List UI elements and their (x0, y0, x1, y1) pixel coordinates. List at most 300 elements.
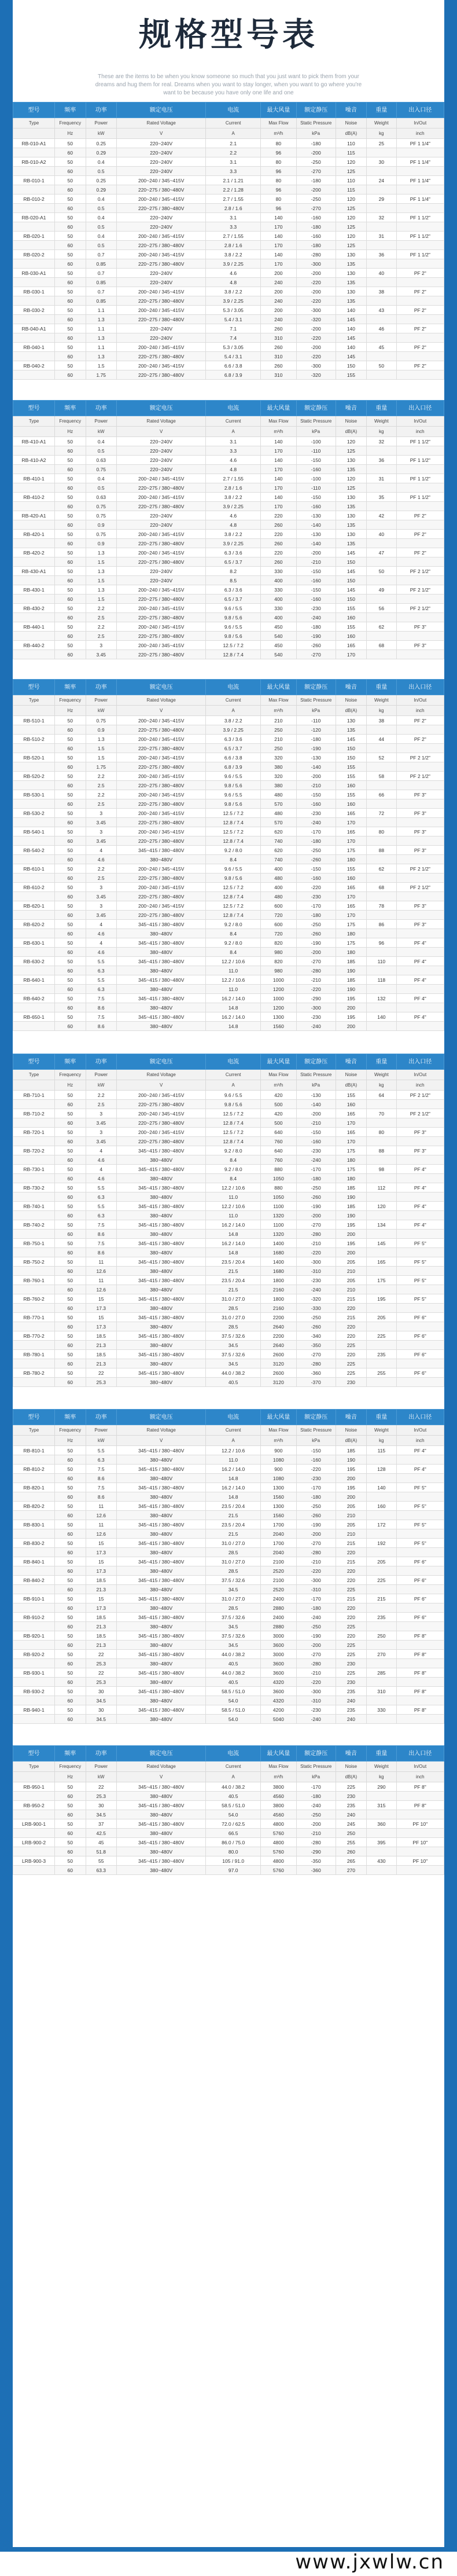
table-cell: PF 4" (396, 1446, 444, 1455)
table-cell (367, 1230, 396, 1239)
table-cell: 170 (261, 259, 297, 269)
table-row (13, 315, 444, 324)
table-cell: 50 (55, 1276, 86, 1285)
table-cell: 23.5 / 20.4 (206, 1520, 261, 1529)
table-cell: 150 (336, 595, 367, 604)
column-header: 功率 (86, 680, 117, 695)
table-cell: 285 (367, 1668, 396, 1678)
table-cell: 16.2 / 14.0 (206, 1239, 261, 1248)
table-row (13, 1576, 444, 1585)
table-cell: 1.3 (86, 548, 117, 557)
table-cell: -140 (296, 762, 336, 772)
table-cell (396, 632, 444, 641)
table-cell (396, 352, 444, 361)
table-cell: RB-920-2 (13, 1650, 55, 1659)
table-cell (13, 1341, 55, 1350)
table-cell: 28.5 (206, 1548, 261, 1557)
table-cell (396, 1511, 444, 1520)
table-cell: 345~415 / 380~480V (117, 1502, 206, 1511)
table-cell: RB-640-1 (13, 975, 55, 985)
table-cell: 2880 (261, 1603, 297, 1613)
table-cell: 16.2 / 14.0 (206, 1483, 261, 1492)
table-row (13, 1474, 444, 1483)
table-cell: -260 (296, 929, 336, 938)
table-cell: 450 (261, 622, 297, 632)
table-cell: 12.2 / 10.6 (206, 1183, 261, 1192)
table-cell: 1400 (261, 1239, 297, 1248)
table-cell: 2.5 (86, 613, 117, 622)
table-cell: 34.5 (206, 1641, 261, 1650)
table-cell: 25.3 (86, 1678, 117, 1687)
table-cell (396, 1548, 444, 1557)
table-cell: -200 (296, 324, 336, 333)
table-cell: PF 2" (396, 306, 444, 315)
table-cell: 130 (336, 530, 367, 539)
table-cell: 60 (55, 241, 86, 250)
table-row (13, 1511, 444, 1520)
table-cell: 51.8 (86, 1847, 117, 1856)
table-cell: 220~275 / 380~480V (117, 259, 206, 269)
table-cell: 1300 (261, 1483, 297, 1492)
subtitle-line: These are the items to be when you know someone so much that you just want to pick them from your (98, 74, 359, 80)
table-row (13, 790, 444, 799)
table-cell: 60 (55, 595, 86, 604)
table-cell: 60 (55, 1211, 86, 1220)
table-cell (367, 1659, 396, 1668)
column-header: Power (86, 1425, 117, 1436)
table-cell: 400 (261, 883, 297, 892)
table-cell: 60 (55, 278, 86, 287)
table-cell: -250 (296, 846, 336, 855)
table-cell (13, 929, 55, 938)
table-cell: 195 (336, 1465, 367, 1474)
table-cell: 6.3 (86, 1455, 117, 1465)
table-row (13, 1248, 444, 1257)
table-row (13, 632, 444, 641)
table-cell: -250 (296, 1313, 336, 1322)
table-cell: 6.3 (86, 1192, 117, 1202)
table-cell: 7.1 (206, 324, 261, 333)
table-cell: PF 3" (396, 920, 444, 929)
table-cell: 21.5 (206, 1267, 261, 1276)
table-cell: 200 (336, 1003, 367, 1012)
table-row (13, 1128, 444, 1137)
table-row (13, 1650, 444, 1659)
table-cell: 31.0 / 27.0 (206, 1594, 261, 1603)
column-header: Max Flow (261, 695, 297, 706)
table-cell: 96 (261, 167, 297, 176)
table-cell (13, 781, 55, 790)
table-cell: PF 1 1/4" (396, 195, 444, 204)
table-cell: 1700 (261, 1520, 297, 1529)
column-header: kPa (296, 1772, 336, 1782)
table-cell: 345~415 / 380~480V (117, 1650, 206, 1659)
table-cell: 345~415 / 380~480V (117, 1368, 206, 1378)
column-header: Weight (367, 416, 396, 427)
table-cell: 12.2 / 10.6 (206, 975, 261, 985)
table-cell: 135 (336, 465, 367, 474)
table-cell: 50 (55, 1128, 86, 1137)
table-cell: 345~415 / 380~480V (117, 1819, 206, 1829)
table-cell: 50 (55, 1668, 86, 1678)
table-cell: 345~415 / 380~480V (117, 1294, 206, 1304)
table-cell: 0.7 (86, 269, 117, 278)
table-cell: 5.3 / 3.05 (206, 306, 261, 315)
column-header (13, 706, 55, 716)
table-cell: 9.8 / 5.6 (206, 799, 261, 809)
table-cell: 29 (367, 195, 396, 204)
table-cell: 2.2 (206, 148, 261, 157)
table-cell: 50 (55, 324, 86, 333)
table-cell: RB-750-2 (13, 1257, 55, 1267)
table-cell: 50 (55, 883, 86, 892)
table-cell: 190 (336, 966, 367, 975)
table-cell (396, 1359, 444, 1368)
table-cell (396, 985, 444, 994)
table-cell: -180 (296, 241, 336, 250)
column-header: 电流 (206, 1054, 261, 1070)
table-cell: PF 6" (396, 1576, 444, 1585)
table-cell: -200 (296, 948, 336, 957)
column-header: inch (396, 1436, 444, 1446)
table-cell: -160 (296, 465, 336, 474)
table-cell: 145 (336, 315, 367, 324)
table-cell: 50 (55, 938, 86, 948)
table-cell: 9.2 / 8.0 (206, 846, 261, 855)
table-cell: 380~480V (117, 948, 206, 957)
table-cell: 60 (55, 315, 86, 324)
table-cell (367, 613, 396, 622)
table-cell: -290 (296, 1847, 336, 1856)
table-cell: 980 (261, 966, 297, 975)
column-header: 额定电压 (117, 1746, 206, 1762)
table-cell: 60 (55, 1678, 86, 1687)
table-row (13, 204, 444, 213)
table-cell: -150 (296, 585, 336, 595)
table-cell: 6.6 / 3.8 (206, 361, 261, 370)
table-cell (367, 1359, 396, 1368)
table-cell: PF 2" (396, 324, 444, 333)
table-cell: 80 (261, 157, 297, 167)
column-header: V (117, 427, 206, 437)
table-cell: 60 (55, 1696, 86, 1705)
table-cell: 6.5 / 3.7 (206, 744, 261, 753)
column-header: 额定静压 (296, 401, 336, 416)
table-cell: 1.3 (86, 567, 117, 576)
table-cell: 3.1 (206, 437, 261, 446)
column-header: 额定静压 (296, 1410, 336, 1425)
table-cell: -160 (296, 576, 336, 585)
table-cell: 1680 (261, 1267, 297, 1276)
table-cell: -320 (296, 370, 336, 380)
table-cell: 0.29 (86, 185, 117, 195)
column-header: kg (367, 1080, 396, 1091)
table-cell: 175 (367, 1276, 396, 1285)
table-row (13, 883, 444, 892)
table-cell: 170 (261, 241, 297, 250)
table-cell (367, 1455, 396, 1465)
table-row (13, 176, 444, 185)
table-cell: PF 1 1/2" (396, 437, 444, 446)
table-cell: 2.2 (86, 604, 117, 613)
table-cell: 50 (55, 622, 86, 632)
table-cell: 50 (55, 195, 86, 204)
table-cell (13, 725, 55, 735)
table-cell: 3600 (261, 1668, 297, 1678)
table-cell: 170 (336, 650, 367, 659)
table-row (13, 836, 444, 846)
table-cell: 3 (86, 809, 117, 818)
column-header: A (206, 1436, 261, 1446)
table-cell: 225 (336, 1622, 367, 1631)
table-cell: -300 (296, 259, 336, 269)
column-header: 重量 (367, 1054, 396, 1070)
table-cell: 235 (367, 1613, 396, 1622)
table-cell: 0.4 (86, 195, 117, 204)
table-cell (396, 911, 444, 920)
table-cell: PF 2" (396, 343, 444, 352)
table-cell: 50 (55, 753, 86, 762)
table-cell: 62 (367, 622, 396, 632)
table-row (13, 1446, 444, 1455)
table-cell (13, 1641, 55, 1650)
table-cell: RB-740-1 (13, 1202, 55, 1211)
table-cell: -220 (296, 883, 336, 892)
table-cell: 3.3 (206, 222, 261, 232)
table-cell: 200~240 / 345~415V (117, 827, 206, 836)
table-cell: 8.4 (206, 929, 261, 938)
table-cell: 12.6 (86, 1529, 117, 1539)
table-cell: 3.45 (86, 911, 117, 920)
table-cell: 345~415 / 380~480V (117, 1557, 206, 1566)
table-cell: 740 (261, 855, 297, 864)
table-cell: 3.8 / 2.2 (206, 250, 261, 259)
table-cell: 60 (55, 148, 86, 157)
table-row (13, 1350, 444, 1359)
table-cell (13, 333, 55, 343)
table-row (13, 650, 444, 659)
table-row (13, 361, 444, 370)
table-cell: RB-530-1 (13, 790, 55, 799)
table-cell: 145 (336, 567, 367, 576)
table-cell (396, 1100, 444, 1109)
table-cell: 240 (336, 1810, 367, 1819)
table-cell: 380~480V (117, 1585, 206, 1594)
table-cell (367, 1118, 396, 1128)
table-cell: 380~480V (117, 1155, 206, 1165)
table-cell: PF 2" (396, 361, 444, 370)
column-header: In/Out (396, 1762, 444, 1772)
table-cell: 60 (55, 966, 86, 975)
table-cell: 7.5 (86, 1239, 117, 1248)
table-cell: 740 (261, 836, 297, 846)
table-cell: 2040 (261, 1548, 297, 1557)
table-cell: 160 (336, 874, 367, 883)
table-cell: 60 (55, 1511, 86, 1520)
table-cell: 220~275 / 380~480V (117, 204, 206, 213)
table-cell (13, 222, 55, 232)
table-cell: 31.0 / 27.0 (206, 1294, 261, 1304)
table-cell: 145 (336, 735, 367, 744)
table-cell: 3.45 (86, 1118, 117, 1128)
table-cell: RB-420-A1 (13, 511, 55, 520)
table-cell (367, 259, 396, 269)
table-cell: 2400 (261, 1613, 297, 1622)
table-cell: 1000 (261, 975, 297, 985)
table-cell: PF 1 1/2" (396, 232, 444, 241)
table-cell: -160 (296, 1455, 336, 1465)
table-cell: -270 (296, 204, 336, 213)
table-cell: 50 (55, 176, 86, 185)
column-header: Noise (336, 118, 367, 129)
table-cell: -170 (296, 901, 336, 911)
table-cell: 50 (55, 716, 86, 725)
table-cell: 175 (336, 1165, 367, 1174)
table-cell: 0.29 (86, 148, 117, 157)
table-cell: 380~480V (117, 966, 206, 975)
table-cell: -210 (296, 781, 336, 790)
column-header: A (206, 427, 261, 437)
table-cell (13, 278, 55, 287)
table-cell: 1.5 (86, 744, 117, 753)
table-cell: 60 (55, 799, 86, 809)
table-row (13, 259, 444, 269)
table-cell: 60 (55, 985, 86, 994)
table-cell: 345~415 / 380~480V (117, 1257, 206, 1267)
table-cell: -230 (296, 1474, 336, 1483)
table-cell: -240 (296, 1801, 336, 1810)
table-cell: 60 (55, 1829, 86, 1838)
table-cell: 380~480V (117, 1810, 206, 1819)
table-cell: 21.5 (206, 1511, 261, 1520)
table-cell (396, 185, 444, 195)
table-cell: 200~240 / 345~415V (117, 864, 206, 874)
table-cell: 80 (261, 139, 297, 148)
column-header: dB(A) (336, 427, 367, 437)
table-cell: 50 (55, 772, 86, 781)
table-cell (367, 502, 396, 511)
table-cell: 12.8 / 7.4 (206, 1137, 261, 1146)
table-cell: 60 (55, 762, 86, 772)
table-cell: 4.6 (206, 456, 261, 465)
table-cell: 9.8 / 5.6 (206, 781, 261, 790)
table-cell: 60 (55, 1603, 86, 1613)
table-cell: -280 (296, 1230, 336, 1239)
table-cell: -190 (296, 1520, 336, 1529)
table-cell: 47 (367, 548, 396, 557)
table-cell: 25.3 (86, 1659, 117, 1668)
table-cell: RB-720-2 (13, 1146, 55, 1155)
table-cell (367, 1003, 396, 1012)
table-cell: 60 (55, 1359, 86, 1368)
table-cell: 1050 (261, 1192, 297, 1202)
table-cell: PF 4" (396, 1183, 444, 1192)
table-cell: PF 10" (396, 1856, 444, 1866)
table-cell: 50 (55, 957, 86, 966)
table-cell: 140 (261, 456, 297, 465)
column-header: Current (206, 1070, 261, 1080)
table-cell: 50 (55, 809, 86, 818)
table-cell: -200 (296, 1641, 336, 1650)
column-header: 重量 (367, 1746, 396, 1762)
table-cell: PF 4" (396, 1012, 444, 1022)
table-cell (13, 1003, 55, 1012)
table-cell: 60 (55, 352, 86, 361)
table-cell: 3.45 (86, 1137, 117, 1146)
table-cell: 14.8 (206, 1248, 261, 1257)
table-cell: -300 (296, 1003, 336, 1012)
table-cell: 25.3 (86, 1792, 117, 1801)
table-cell: 88 (367, 846, 396, 855)
table-cell: RB-920-1 (13, 1631, 55, 1641)
table-cell: 2.5 (86, 781, 117, 790)
table-cell: 34.5 (206, 1585, 261, 1594)
column-header: Power (86, 1070, 117, 1080)
table-cell: -340 (296, 1331, 336, 1341)
column-header: kPa (296, 427, 336, 437)
table-cell: 12.5 / 7.2 (206, 809, 261, 818)
table-cell (396, 1118, 444, 1128)
table-row (13, 1202, 444, 1211)
table-cell: 0.4 (86, 232, 117, 241)
table-cell: 220~240V (117, 324, 206, 333)
table-cell: 60 (55, 725, 86, 735)
table-cell (367, 1192, 396, 1202)
table-cell: 7.4 (206, 333, 261, 343)
column-header: 重量 (367, 1410, 396, 1425)
table-cell: 60 (55, 892, 86, 901)
table-cell: 0.75 (86, 465, 117, 474)
table-cell: 210 (336, 1511, 367, 1520)
table-cell: 260 (261, 539, 297, 548)
table-cell: 345~415 / 380~480V (117, 1239, 206, 1248)
table-cell: -360 (296, 1866, 336, 1875)
table-cell: 54.0 (206, 1696, 261, 1705)
table-cell: -280 (296, 1659, 336, 1668)
table-cell (367, 818, 396, 827)
column-header: Noise (336, 695, 367, 706)
table-cell: 1.5 (86, 361, 117, 370)
subtitle-line: dreams and hug them for real. Dreams when you want to stay longer, when you want to go where you're (95, 82, 362, 88)
table-cell: RB-630-1 (13, 938, 55, 948)
table-cell: 50 (55, 530, 86, 539)
table-cell: 12.5 / 7.2 (206, 641, 261, 650)
table-cell: 40 (367, 530, 396, 539)
table-cell: 4.6 (86, 948, 117, 957)
table-cell (367, 1155, 396, 1165)
table-cell: 345~415 / 380~480V (117, 1668, 206, 1678)
table-cell: RB-760-2 (13, 1294, 55, 1304)
table-cell: 50 (55, 1012, 86, 1022)
column-header: 最大风量 (261, 680, 297, 695)
table-cell: 11.0 (206, 1192, 261, 1202)
table-cell: 140 (261, 250, 297, 259)
table-cell (13, 241, 55, 250)
table-cell: 210 (336, 1529, 367, 1539)
table-row (13, 874, 444, 883)
table-cell: 60 (55, 818, 86, 827)
table-cell: 18.5 (86, 1331, 117, 1341)
table-cell: 155 (336, 762, 367, 772)
column-header: Frequency (55, 1070, 86, 1080)
table-cell (13, 204, 55, 213)
table-cell (396, 1455, 444, 1465)
table-row (13, 1603, 444, 1613)
table-cell: -180 (296, 622, 336, 632)
table-cell: PF 2 1/2" (396, 864, 444, 874)
table-cell: 60 (55, 1022, 86, 1031)
table-cell: 235 (336, 1687, 367, 1696)
